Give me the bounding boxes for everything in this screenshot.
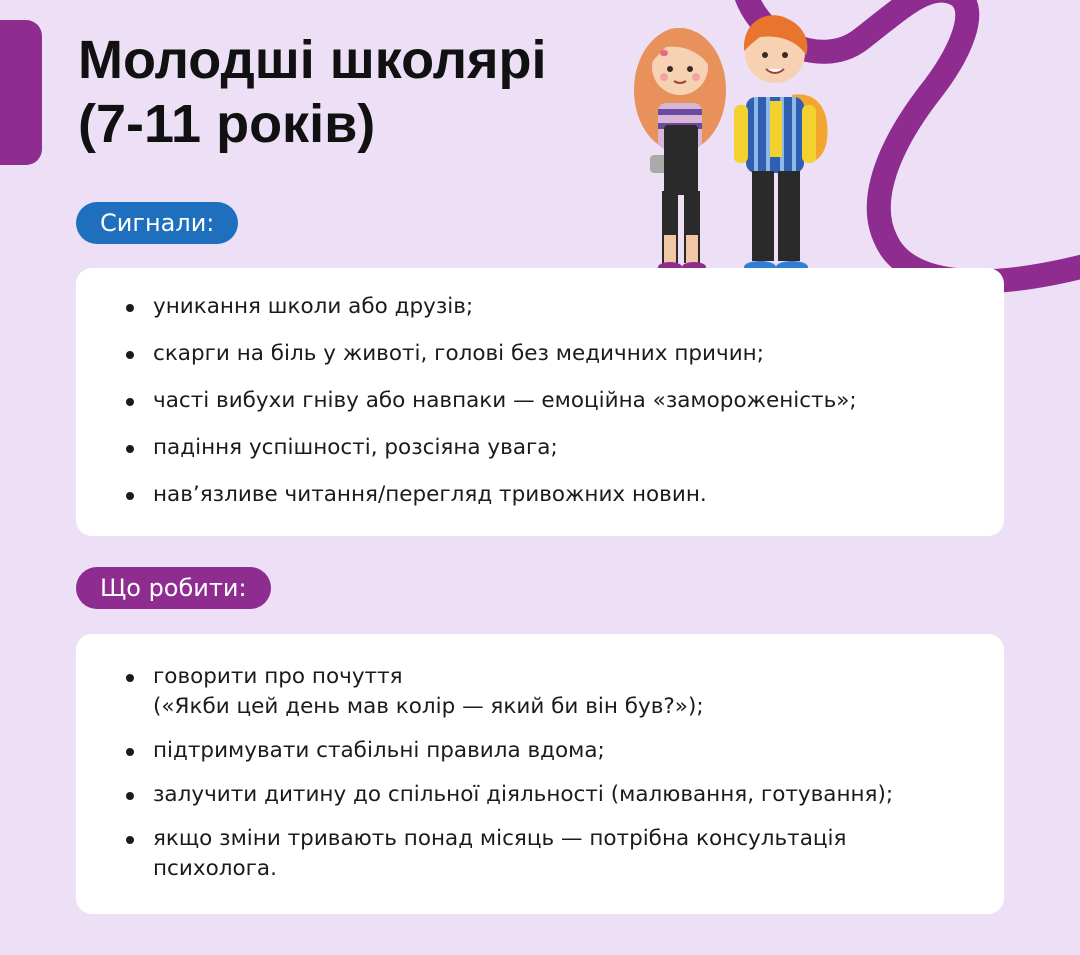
boy-figure — [734, 15, 828, 273]
list-item: часті вибухи гніву або навпаки — емоційна «замороженість»; — [126, 386, 974, 416]
actions-list — [126, 662, 974, 884]
list-item-line: («Якби цей день мав колір — який би він був?»); — [153, 694, 704, 719]
signals-list — [126, 292, 974, 510]
signals-label: Сигнали: — [76, 202, 238, 244]
list-item-line: говорити про почуття — [153, 664, 403, 689]
list-item: уникання школи або друзів; — [126, 292, 974, 322]
list-item — [126, 736, 974, 766]
decorative-left-tab — [0, 20, 42, 165]
actions-card — [76, 634, 1004, 914]
girl-figure — [634, 28, 726, 272]
list-item-line: залучити дитину до спільної діяльності (малювання, готування); — [153, 782, 894, 807]
actions-label: Що робити: — [76, 567, 271, 609]
list-item — [126, 662, 974, 722]
list-item-line: якщо зміни тривають понад місяць — потрібна консультація — [153, 826, 847, 851]
list-item — [126, 780, 974, 810]
list-item: падіння успішності, розсіяна увага; — [126, 433, 974, 463]
list-item-line: психолога. — [153, 856, 277, 881]
children-illustration — [620, 5, 850, 280]
signals-card — [76, 268, 1004, 536]
list-item — [126, 824, 974, 884]
page-title — [78, 28, 547, 156]
title-line-2: (7-11 років) — [78, 94, 376, 154]
list-item: нав’язливе читання/перегляд тривожних новин. — [126, 480, 974, 510]
list-item: скарги на біль у животі, голові без медичних причин; — [126, 339, 974, 369]
title-line-1: Молодші школярі — [78, 30, 547, 90]
list-item-line: підтримувати стабільні правила вдома; — [153, 738, 605, 763]
